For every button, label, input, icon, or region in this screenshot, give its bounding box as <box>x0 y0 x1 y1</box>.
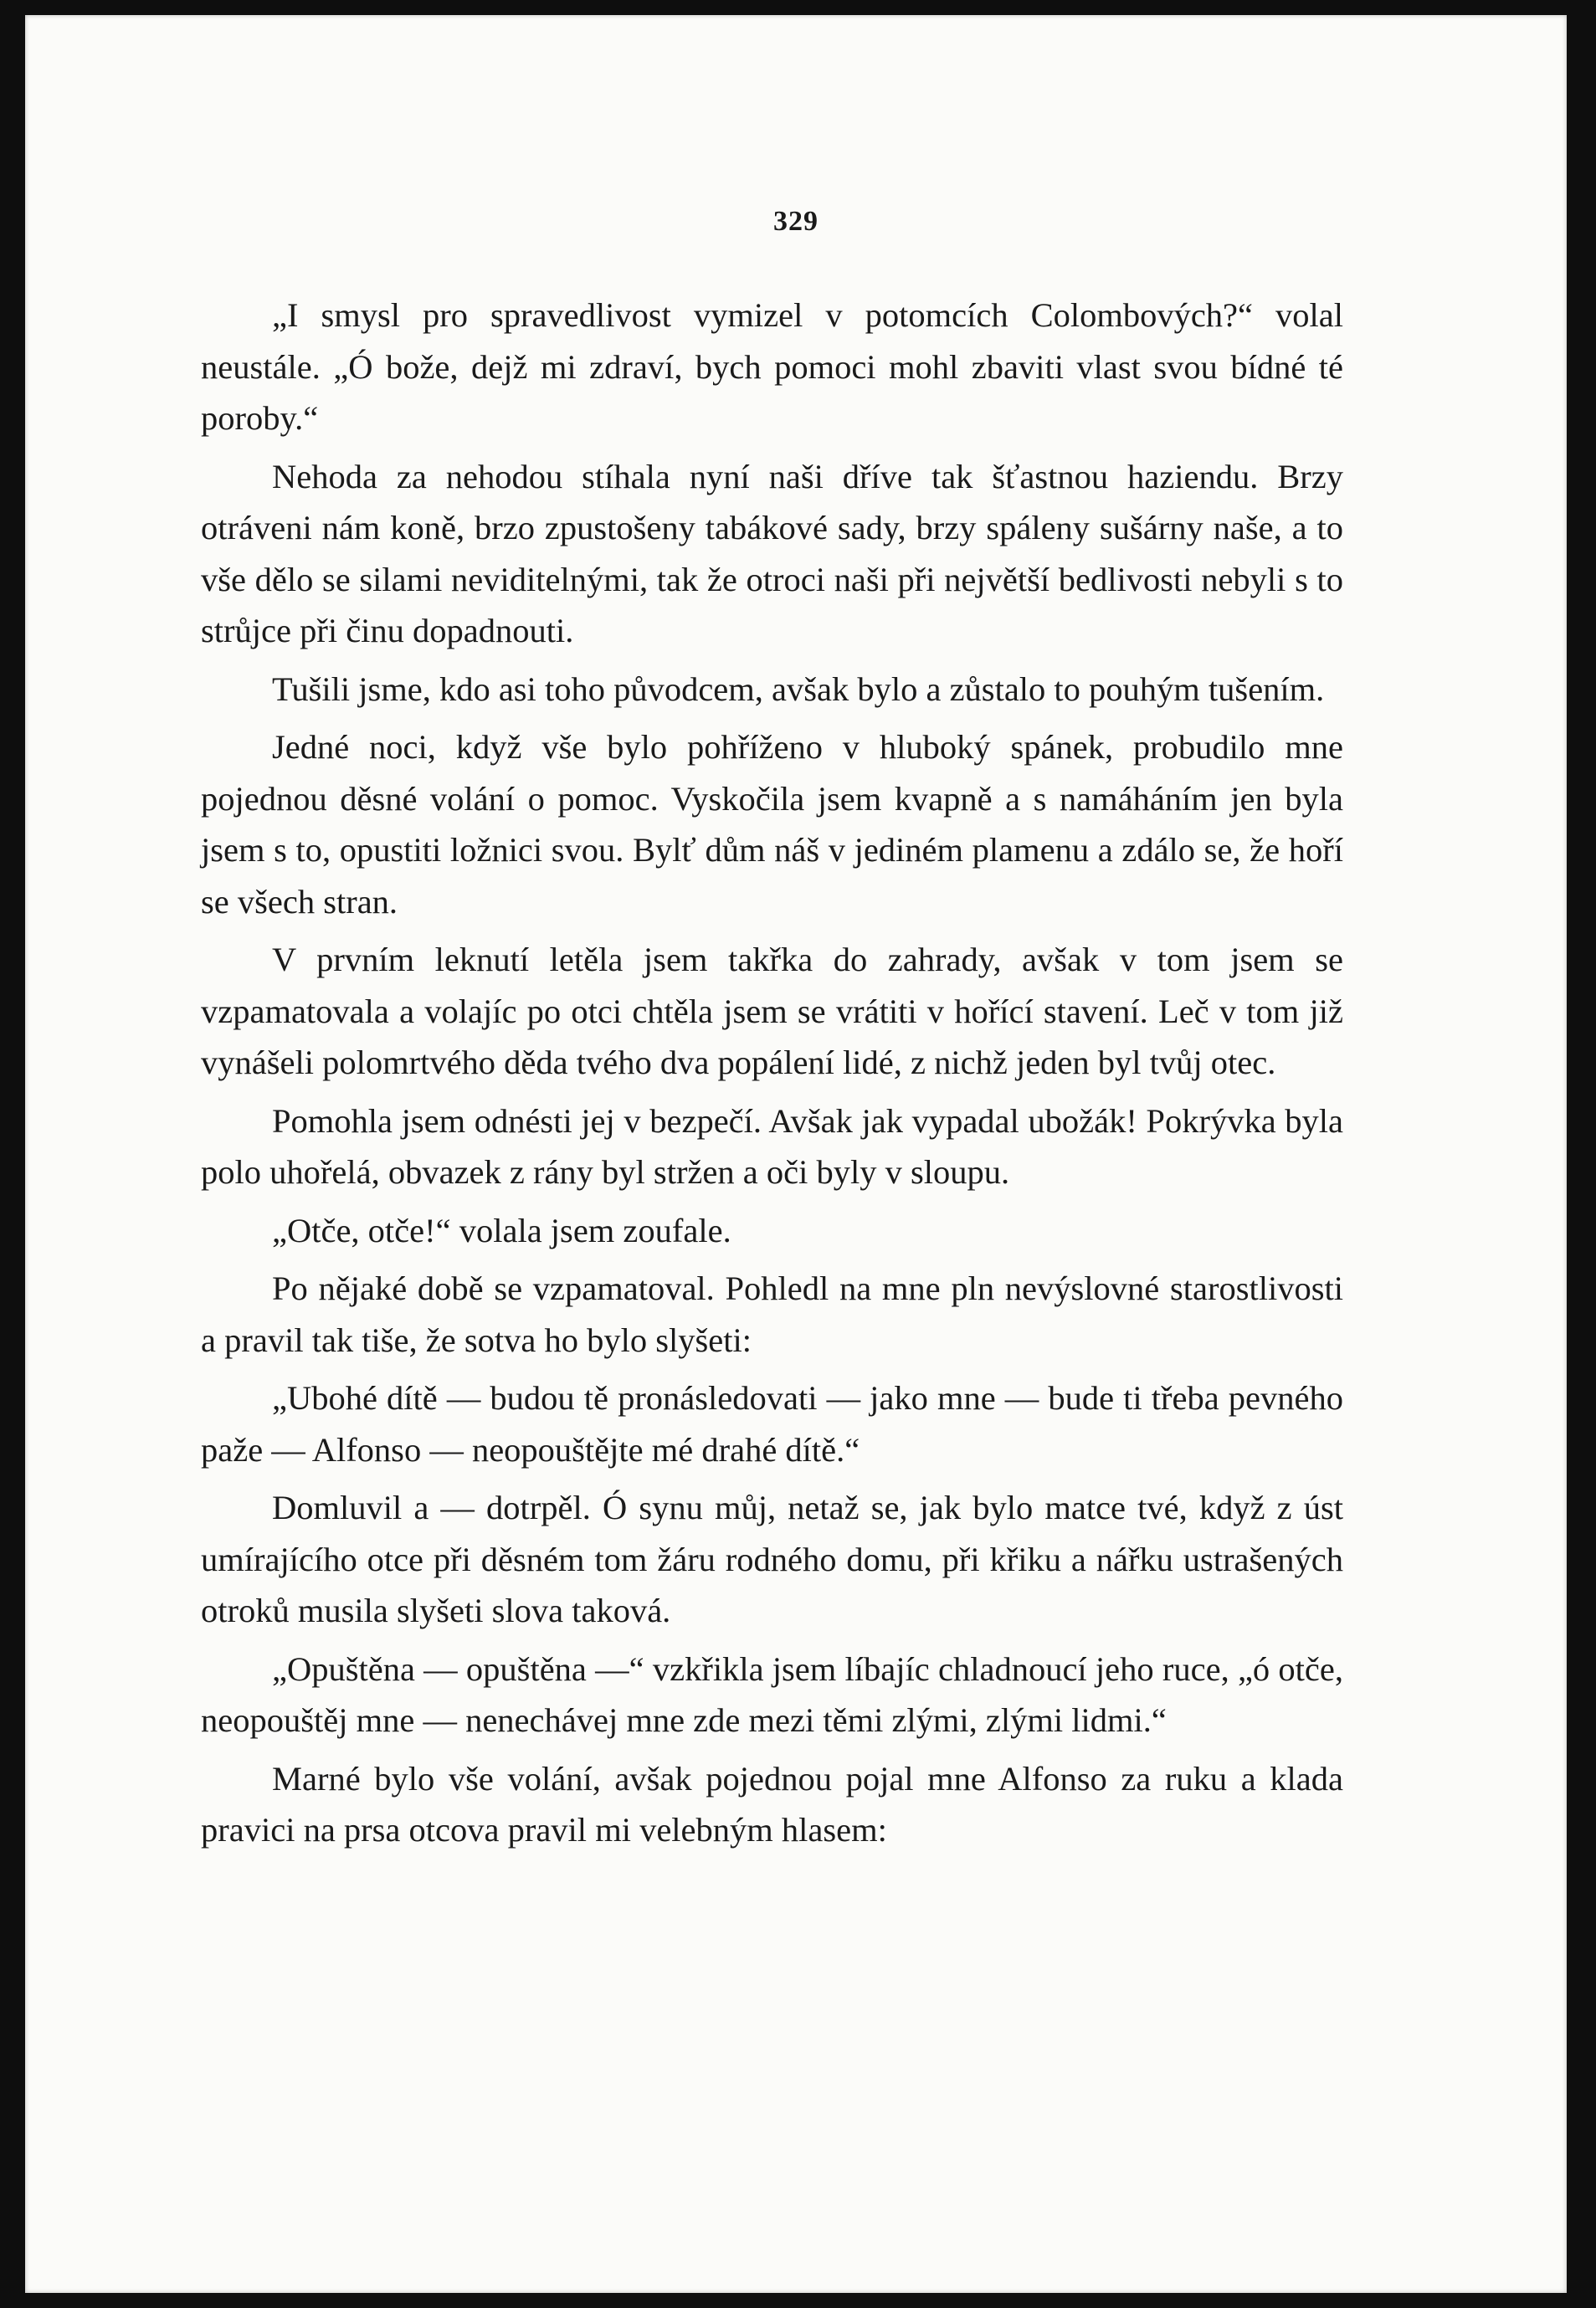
paragraph: „Otče, otče!“ volala jsem zoufale. <box>272 1211 731 1249</box>
paragraph: Nehoda za nehodou stíhala nyní naši dříve tak šťastnou haziendu. Brzy otráveni nám koně, brzo zpustošeny tabákové sady, brzy spáleny sušárny naše, a to vše dělo se silami neviditelnými, tak že otroci naši při největší bedlivosti nebyli s to strůjce při činu dopadnouti. <box>201 457 1343 649</box>
body-text <box>201 290 1343 1863</box>
paragraph: Tušili jsme, kdo asi toho původcem, avšak bylo a zůstalo to pouhým tušením. <box>272 669 1325 708</box>
paragraph: Jedné noci, když vše bylo pohříženo v hluboký spánek, probudilo mne pojednou děsné volání o pomoc. Vyskočila jsem kvapně a s namáháním jen byla jsem s to, opustiti ložnici svou. Bylť dům náš v jediném plamenu a zdálo se, že hoří se všech stran. <box>201 728 1343 921</box>
paragraph: „Ubohé dítě — budou tě pronásledovati — jako mne — bude ti třeba pevného paže — Alfonso — neopouštějte mé drahé dítě.“ <box>201 1379 1343 1469</box>
paragraph: Pomohla jsem odnésti jej v bezpečí. Avšak jak vypadal ubožák! Pokrývka byla polo uhořelá, obvazek z rány byl stržen a oči byly v sloupu. <box>201 1101 1343 1191</box>
book-page <box>25 15 1567 2293</box>
paragraph: „Opuštěna — opuštěna —“ vzkřikla jsem líbajíc chladnoucí jeho ruce, „ó otče, neopouštěj mne — nenechávej mne zde mezi těmi zlými, zlými lidmi.“ <box>201 1649 1343 1739</box>
paragraph: Marné bylo vše volání, avšak pojednou pojal mne Alfonso za ruku a klada pravici na prsa otcova pravil mi velebným hlasem: <box>201 1759 1343 1849</box>
paragraph: „I smysl pro spravedlivost vymizel v potomcích Colombových?“ volal neustále. „Ó bože, dejž mi zdraví, bych pomoci mohl zbaviti vlast svou bídné té poroby.“ <box>201 296 1343 437</box>
page-number: 329 <box>773 206 819 237</box>
paragraph: Po nějaké době se vzpamatoval. Pohledl na mne pln nevýslovné starostlivosti a pravil tak tiše, že sotva ho bylo slyšeti: <box>201 1269 1343 1359</box>
paragraph: V prvním leknutí letěla jsem takřka do zahrady, avšak v tom jsem se vzpamatovala a volajíc po otci chtěla jsem se vrátiti v hořící stavení. Leč v tom již vynášeli polomrtvého děda tvého dva popálení lidé, z nichž jeden byl tvůj otec. <box>201 941 1343 1081</box>
paragraph: Domluvil a — dotrpěl. Ó synu můj, netaž se, jak bylo matce tvé, když z úst umírajícího otce při děsném tom žáru rodného domu, při křiku a nářku ustrašených otroků musila slyšeti slova taková. <box>201 1489 1343 1629</box>
